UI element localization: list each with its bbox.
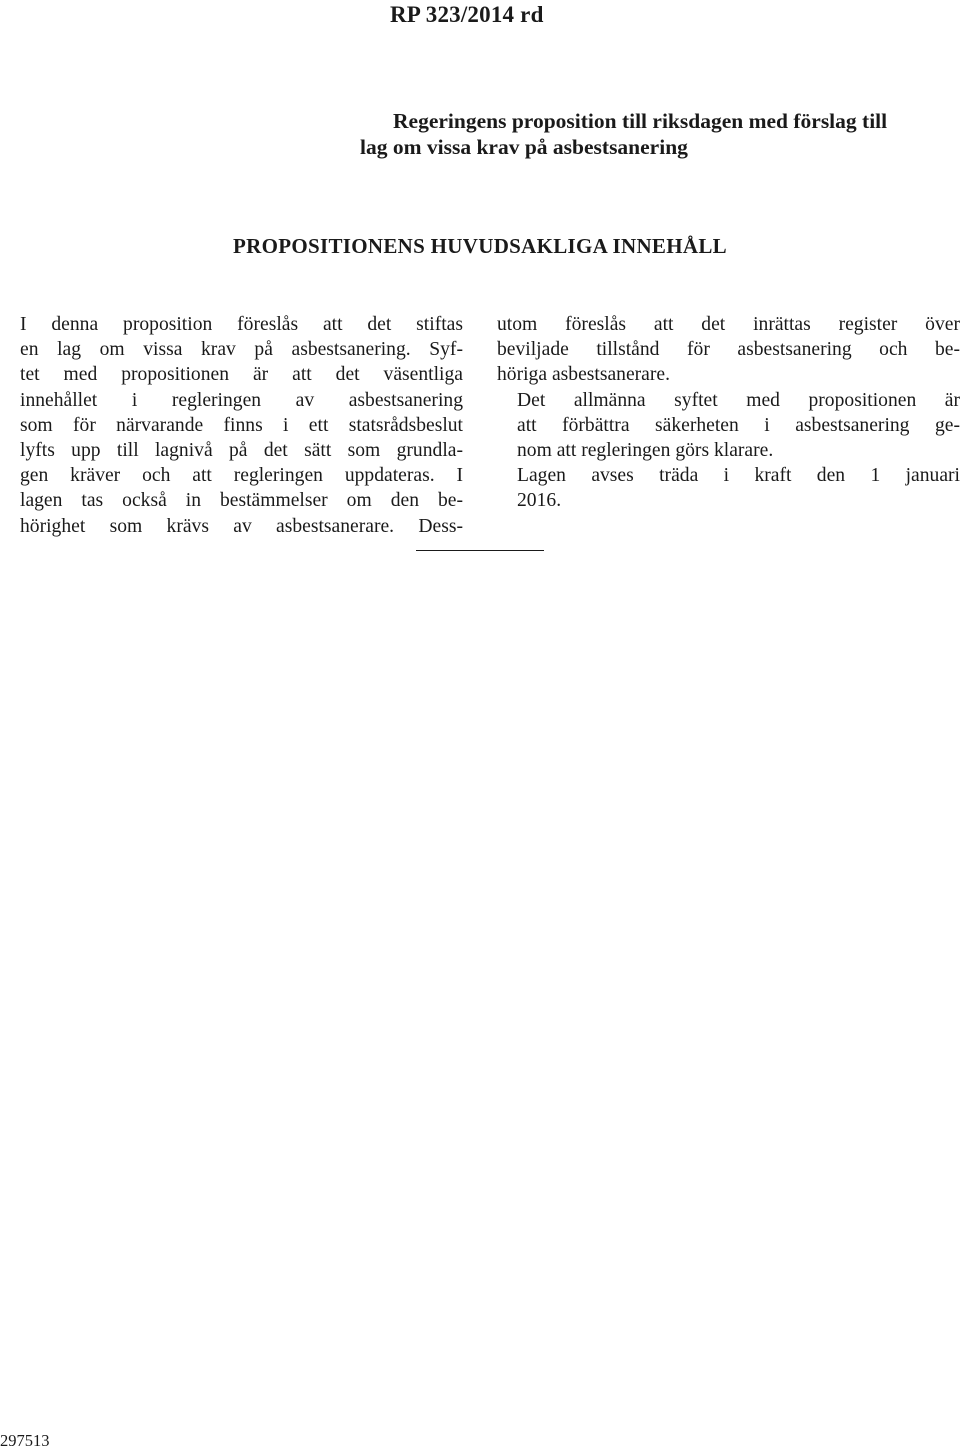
section-heading: PROPOSITIONENS HUVUDSAKLIGA INNEHÅLL (233, 234, 727, 258)
document-id: RP 323/2014 rd (390, 2, 544, 27)
text-line: lyfts upp till lagnivå på det sätt som grundla- (20, 440, 463, 462)
text-line: Lagen avses träda i kraft den 1 januari (517, 465, 960, 487)
text-line: hörighet som krävs av asbestsanerare. Dess- (20, 515, 463, 537)
text-line: att förbättra säkerheten i asbestsanering ge- (517, 414, 960, 436)
title-line-1: Regeringens proposition till riksdagen med förslag till (393, 109, 888, 133)
text-line: höriga asbestsanerare. (497, 364, 670, 386)
text-line: som för närvarande finns i ett statsrådsbeslut (20, 414, 463, 436)
right-column (497, 312, 960, 514)
summary-paragraph-2 (497, 388, 960, 464)
text-line: 2016. (517, 490, 562, 512)
text-line: nom att regleringen görs klarare. (517, 440, 774, 462)
text-line: utom föreslås att det inrättas register över (497, 314, 960, 335)
text-line: beviljade tillstånd för asbestsanering och be- (497, 339, 960, 361)
text-line: tet med propositionen är att det väsentliga (20, 364, 463, 386)
summary-paragraph-1-continued (497, 312, 960, 388)
document-title (360, 108, 960, 160)
summary-paragraph-1 (0, 312, 463, 539)
text-line: Det allmänna syftet med propositionen är (517, 389, 960, 411)
title-line-2: lag om vissa krav på asbestsanering (360, 135, 688, 159)
text-line: I denna proposition föreslås att det stiftas (20, 314, 463, 335)
summary-paragraph-3 (497, 463, 960, 513)
text-line: lagen tas också in bestämmelser om den be- (20, 490, 463, 512)
text-line: gen kräver och att regleringen uppdateras. I (20, 465, 463, 487)
text-line: innehållet i regleringen av asbestsanering (20, 389, 463, 411)
page-number: 297513 (0, 1431, 50, 1450)
text-line: en lag om vissa krav på asbestsanering. Syf- (20, 339, 463, 361)
section-end-rule (416, 550, 544, 551)
left-column (0, 312, 463, 539)
